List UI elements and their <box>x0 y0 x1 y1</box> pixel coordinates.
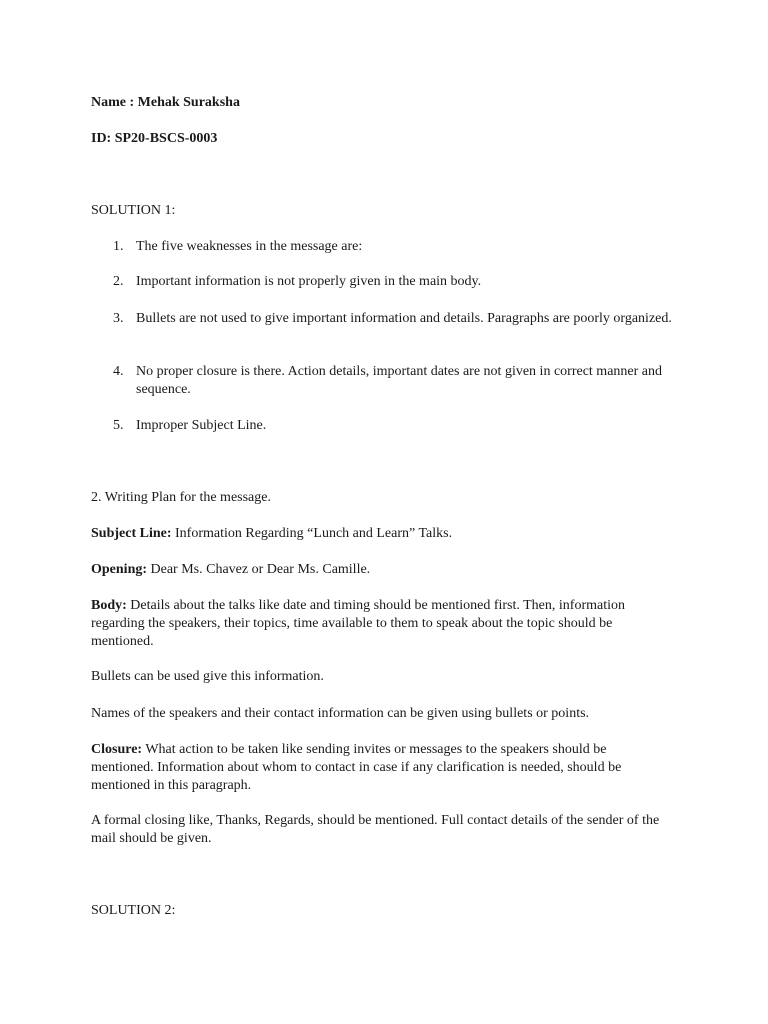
subject-line-text: Information Regarding “Lunch and Learn” Talks. <box>171 526 453 541</box>
list-text: No proper closure is there. Action details, important dates are not given in correct manner and sequence. <box>136 364 662 397</box>
body-label: Body: <box>91 598 127 613</box>
student-name: Name : Mehak Suraksha <box>91 95 240 110</box>
list-number: 4. <box>113 364 124 379</box>
list-number: 5. <box>113 418 124 433</box>
list-number: 2. <box>113 274 124 289</box>
writing-plan-heading: 2. Writing Plan for the message. <box>91 490 271 505</box>
body-paragraph <box>91 597 671 651</box>
subject-line-paragraph <box>91 525 671 543</box>
solution-1-heading: SOLUTION 1: <box>91 203 176 218</box>
list-text: Improper Subject Line. <box>136 418 267 433</box>
opening-text: Dear Ms. Chavez or Dear Ms. Camille. <box>147 562 371 577</box>
list-text: The five weaknesses in the message are: <box>136 239 363 254</box>
formal-closing-paragraph: A formal closing like, Thanks, Regards, should be mentioned. Full contact details of the sender of the mail should be given. <box>91 813 660 846</box>
names-note: Names of the speakers and their contact information can be given using bullets or points. <box>91 706 590 721</box>
list-number: 3. <box>113 311 124 326</box>
subject-line-label: Subject Line: <box>91 526 172 541</box>
opening-label: Opening: <box>91 562 148 577</box>
student-id: ID: SP20-BSCS-0003 <box>91 131 218 146</box>
bullets-note: Bullets can be used give this information. <box>91 669 324 684</box>
closure-text: What action to be taken like sending invites or messages to the speakers should be mentioned. Information about whom to contact in case if any clarification is needed, should be mentioned in this paragraph. <box>91 742 622 793</box>
list-text: Bullets are not used to give important information and details. Paragraphs are poorly organized. <box>136 311 672 326</box>
list-text: Important information is not properly given in the main body. <box>136 274 482 289</box>
opening-paragraph <box>91 561 671 579</box>
solution-2-heading: SOLUTION 2: <box>91 903 176 918</box>
body-text: Details about the talks like date and timing should be mentioned first. Then, information regarding the speakers, their topics, time available to them to speak about the topic should be mentioned. <box>91 598 625 649</box>
closure-paragraph <box>91 741 671 795</box>
closure-label: Closure: <box>91 742 143 757</box>
list-number: 1. <box>113 239 124 254</box>
